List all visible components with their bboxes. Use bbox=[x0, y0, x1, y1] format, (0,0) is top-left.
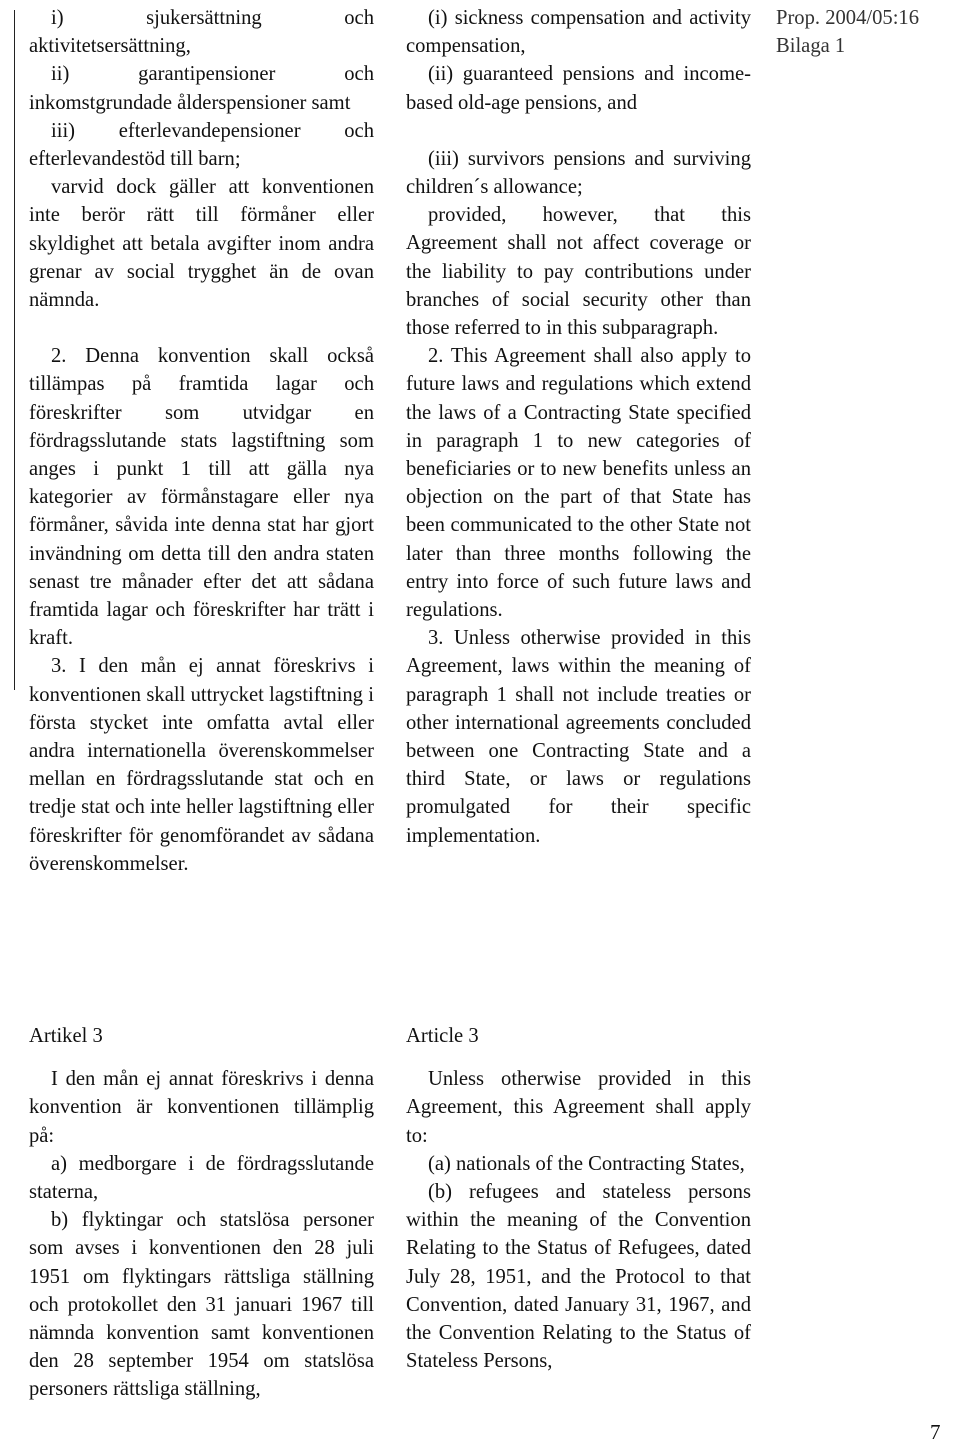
sv-article-item-a: a) medborgare i de fördragsslutande staterna, bbox=[29, 1152, 374, 1204]
sv-article-intro: I den mån ej annat föreskrivs i denna konvention är konventionen tillämplig på: bbox=[29, 1068, 374, 1147]
prop-reference: Prop. 2004/05:16 bbox=[776, 7, 920, 29]
english-column-top bbox=[406, 4, 751, 850]
appendix-label: Bilaga 1 bbox=[776, 35, 846, 58]
document-reference bbox=[776, 4, 919, 60]
en-item-ii: (ii) guaranteed pensions and income-based old-age pensions, and bbox=[406, 63, 751, 114]
swedish-article-3 bbox=[29, 1022, 374, 1404]
sv-item-ii: ii) garantipensioner och inkomstgrundade ålderspensioner samt bbox=[29, 63, 374, 114]
sv-paragraph-2: 2. Denna konvention skall också tillämpas på framtida lagar och föreskrifter som utvidgar en fördragsslutande stats lagstiftning som anges i punkt 1 till att gälla nya kategorier av förmånstagare eller nya förmåner, såvida inte denna stat har gjort invändning om detta till den andra staten senast tre månader efter det att sådana framtida lagar och föreskrifter har trätt i kraft. bbox=[29, 345, 374, 650]
en-paragraph-2: 2. This Agreement shall also apply to future laws and regulations which extend the laws of a Contracting State specified in paragraph 1 to new categories of beneficiaries or to new benefits unless an objection on the part of that State has been communicated to the other State not later than three months following the entry into force of such future laws and regulations. bbox=[406, 345, 751, 622]
sv-item-i: i) sjukersättning och aktivitetsersättning, bbox=[29, 7, 374, 58]
swedish-column-top bbox=[29, 4, 374, 878]
en-article-item-b: (b) refugees and stateless persons within the meaning of the Convention Relating to the Status of Refugees, dated July 28, 1951, and the Protocol to that Convention, dated January 31, 1967, and the Convention Relating to the Status of Stateless Persons, bbox=[406, 1181, 751, 1373]
sv-article-item-b: b) flyktingar och statslösa personer som avses i konventionen den 28 juli 1951 om flyktingars rättsliga ställning och protokollet den 31 januari 1967 till nämnda konvention samt konventionen den 28 september 1954 om statslösa personers rättsliga ställning, bbox=[29, 1209, 374, 1401]
english-article-3 bbox=[406, 1022, 751, 1375]
sv-paragraph-3: 3. I den mån ej annat föreskrivs i konventionen skall uttrycket lagstiftning i första stycket inte omfatta avtal eller andra internationella överenskommelser mellan en fördragsslutande stat och en tredje stat och inte heller lagstiftning eller föreskrifter för genomförandet av sådana överenskommelser. bbox=[29, 655, 374, 875]
en-item-iii: (iii) survivors pensions and surviving children´s allowance; bbox=[406, 147, 751, 199]
en-paragraph-3: 3. Unless otherwise provided in this Agreement, laws within the meaning of paragraph 1 shall not include treaties or other international agreements concluded between one Contracting State and a third State, or laws or regulations promulgated for their specific implementation. bbox=[406, 627, 751, 847]
en-item-i: (i) sickness compensation and activity compensation, bbox=[406, 7, 751, 58]
sv-proviso: varvid dock gäller att konventionen inte berör rätt till förmåner eller skyldighet att betala avgifter inom andra grenar av social trygghet än de ovan nämnda. bbox=[29, 176, 374, 312]
page-number: 7 bbox=[930, 1420, 941, 1444]
en-article-intro: Unless otherwise provided in this Agreement, this Agreement shall apply to: bbox=[406, 1068, 751, 1147]
sv-article-heading: Artikel 3 bbox=[29, 1025, 103, 1047]
en-article-heading: Article 3 bbox=[406, 1025, 479, 1047]
margin-revision-line bbox=[14, 10, 15, 690]
en-article-item-a: (a) nationals of the Contracting States, bbox=[428, 1152, 745, 1175]
sv-item-iii: iii) efterlevandepensioner och efterlevandestöd till barn; bbox=[29, 119, 374, 171]
en-proviso: provided, however, that this Agreement shall not affect coverage or the liability to pay contributions under branches of social security other than those referred to in this subparagraph. bbox=[406, 204, 751, 340]
